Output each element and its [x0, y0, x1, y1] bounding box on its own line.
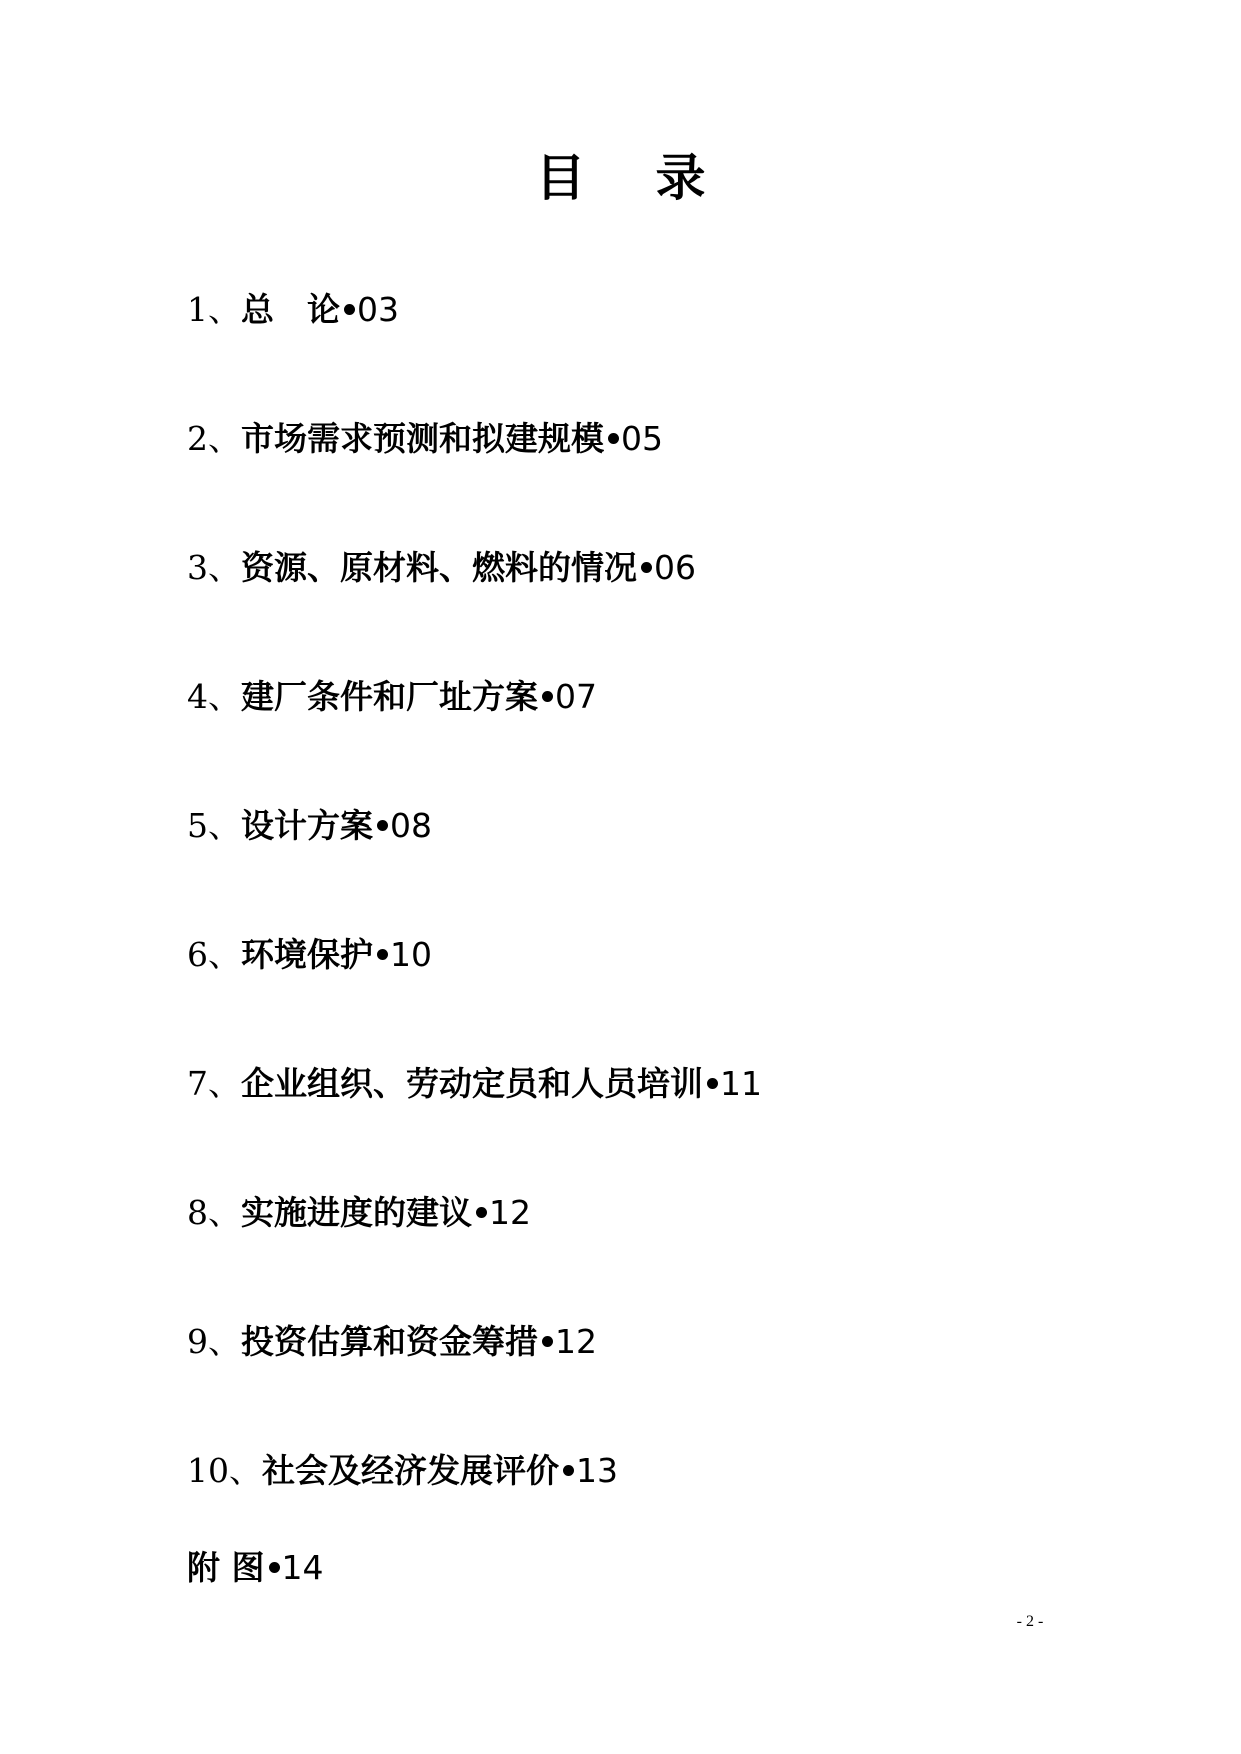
- toc-entry-label: 实施进度的建议: [241, 1193, 472, 1232]
- page-number: - 2 -: [1016, 1613, 1044, 1630]
- toc-entry-2[interactable]: [187, 419, 663, 459]
- bullet-dot-icon: [377, 820, 388, 831]
- toc-entry-page: 08: [390, 806, 432, 845]
- toc-entry-label: 建厂条件和厂址方案: [241, 677, 538, 716]
- bullet-dot-icon: [641, 562, 652, 573]
- toc-entry-number: 4、: [187, 677, 241, 716]
- toc-entry-appendix[interactable]: [187, 1548, 324, 1588]
- page-title: [0, 148, 1241, 208]
- toc-entry-number: 2、: [187, 419, 241, 458]
- toc-entry-page: 13: [576, 1451, 618, 1490]
- toc-entry-10[interactable]: [187, 1451, 618, 1491]
- toc-entry-label: 投资估算和资金筹措: [241, 1322, 538, 1361]
- toc-entry-label: 附 图: [187, 1548, 265, 1587]
- toc-entry-number: 1、: [187, 290, 241, 329]
- bullet-dot-icon: [563, 1465, 574, 1476]
- toc-entry-label: 总 论: [241, 290, 340, 329]
- toc-entry-number: 8、: [187, 1193, 241, 1232]
- toc-entry-7[interactable]: [187, 1064, 762, 1104]
- toc-entry-label: 资源、原材料、燃料的情况: [241, 548, 637, 587]
- toc-entry-5[interactable]: [187, 806, 432, 846]
- title-char-1: 目: [535, 148, 586, 207]
- toc-entry-3[interactable]: [187, 548, 696, 588]
- toc-entry-page: 05: [621, 419, 663, 458]
- toc-entry-number: 7、: [187, 1064, 241, 1103]
- toc-entry-label: 设计方案: [241, 806, 373, 845]
- toc-entry-4[interactable]: [187, 677, 597, 717]
- toc-entry-label: 企业组织、劳动定员和人员培训: [241, 1064, 703, 1103]
- title-char-2: 录: [655, 148, 706, 207]
- toc-entry-6[interactable]: [187, 935, 432, 975]
- toc-entry-page: 11: [720, 1064, 762, 1103]
- bullet-dot-icon: [707, 1078, 718, 1089]
- toc-entry-page: 10: [390, 935, 432, 974]
- bullet-dot-icon: [608, 433, 619, 444]
- toc-entry-label: 社会及经济发展评价: [262, 1451, 559, 1490]
- toc-entry-page: 03: [357, 290, 399, 329]
- bullet-dot-icon: [269, 1562, 280, 1573]
- toc-entry-page: 07: [555, 677, 597, 716]
- toc-entry-label: 环境保护: [241, 935, 373, 974]
- toc-entry-page: 12: [555, 1322, 597, 1361]
- toc-entry-page: 12: [489, 1193, 531, 1232]
- toc-entry-8[interactable]: [187, 1193, 531, 1233]
- bullet-dot-icon: [476, 1207, 487, 1218]
- bullet-dot-icon: [344, 304, 355, 315]
- toc-entry-1[interactable]: [187, 290, 399, 330]
- toc-entry-label: 市场需求预测和拟建规模: [241, 419, 604, 458]
- toc-entry-page: 14: [281, 1548, 324, 1587]
- toc-entry-number: 10、: [187, 1451, 262, 1490]
- bullet-dot-icon: [542, 1336, 553, 1347]
- toc-entry-9[interactable]: [187, 1322, 597, 1362]
- bullet-dot-icon: [377, 949, 388, 960]
- bullet-dot-icon: [542, 691, 553, 702]
- toc-entry-number: 3、: [187, 548, 241, 587]
- toc-entry-number: 6、: [187, 935, 241, 974]
- toc-entry-number: 5、: [187, 806, 241, 845]
- toc-entry-number: 9、: [187, 1322, 241, 1361]
- toc-entry-page: 06: [654, 548, 696, 587]
